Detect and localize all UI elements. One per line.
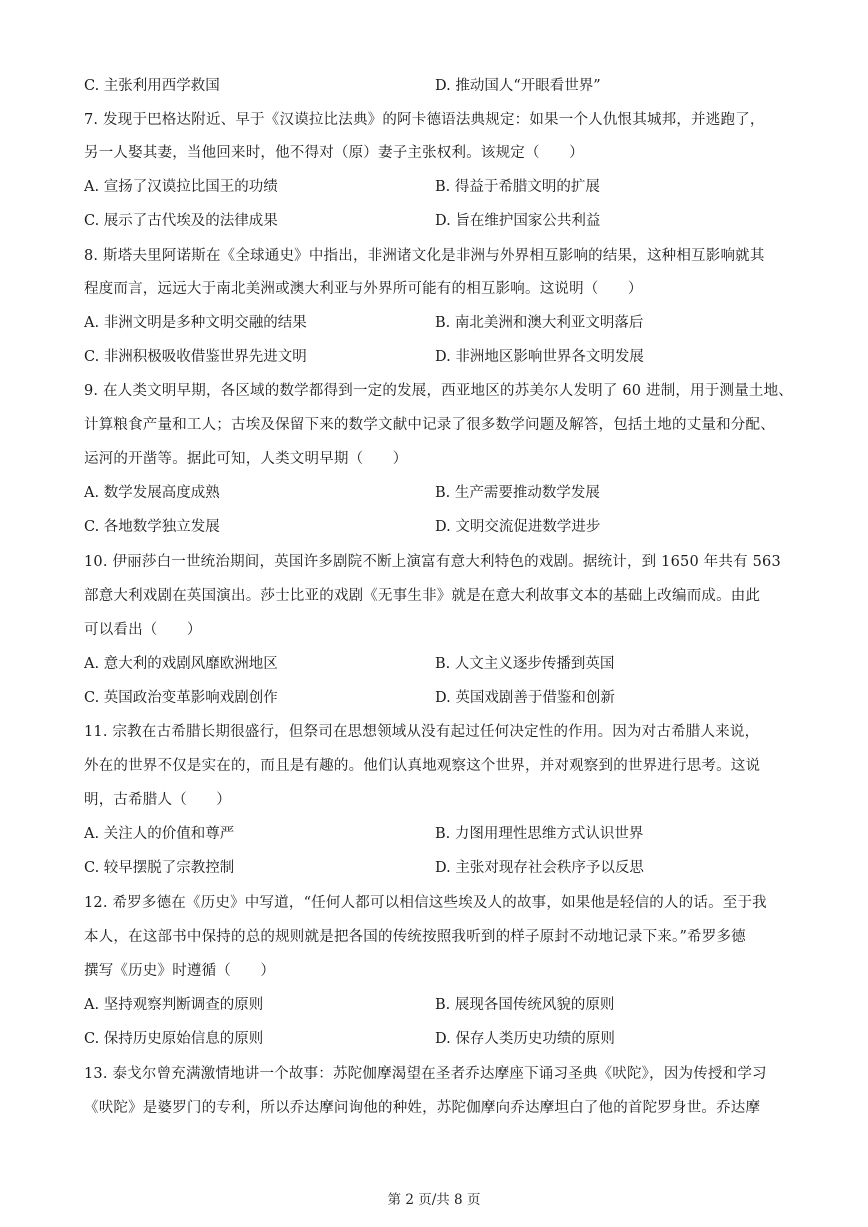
option-d: D. 非洲地区影响世界各文明发展: [435, 349, 644, 365]
question-text-line: 12. 希罗多德在《历史》中写道，“任何人都可以相信这些埃及人的故事，如果他是轻信的人的话。至于我: [84, 895, 767, 911]
question-text-line: 计算粮食产量和工人；古埃及保留下来的数学文献中记录了很多数学问题及解答，包括土地的丈量和分配、: [84, 417, 775, 433]
question-text-line: 撰写《历史》时遵循（ ）: [84, 963, 276, 979]
option-d: D. 推动国人“开眼看世界”: [435, 78, 601, 94]
option-d: D. 旨在维护国家公共利益: [435, 213, 601, 229]
option-c: C. 英国政治变革影响戏剧创作: [84, 690, 278, 706]
option-d: D. 保存人类历史功绩的原则: [435, 1031, 615, 1047]
question-text-line: 程度而言，远远大于南北美洲或澳大利亚与外界所可能有的相互影响。这说明（ ）: [84, 281, 643, 297]
option-d: D. 英国戏剧善于借鉴和创新: [435, 690, 615, 706]
question-text-line: 9. 在人类文明早期，各区域的数学都得到一定的发展，西亚地区的苏美尔人发明了 60 进制，用于测量土地、: [84, 383, 794, 399]
question-text-line: 8. 斯塔夫里阿诺斯在《全球通史》中指出，非洲诸文化是非洲与外界相互影响的结果，这种相互影响就其: [84, 248, 765, 264]
option-c: C. 各地数学独立发展: [84, 519, 220, 535]
question-text-line: 10. 伊丽莎白一世统治期间，英国许多剧院不断上演富有意大利特色的戏剧。据统计，到 1650 年共有 563: [84, 554, 781, 570]
question-text-line: 13. 泰戈尔曾充满激情地讲一个故事：苏陀伽摩渴望在圣者乔达摩座下诵习圣典《吠陀》，因为传授和学习: [84, 1066, 767, 1082]
option-c: C. 主张利用西学救国: [84, 78, 220, 94]
option-a: A. 意大利的戏剧风靡欧洲地区: [84, 656, 278, 672]
option-b: B. 力图用理性思维方式认识世界: [435, 826, 644, 842]
option-b: B. 得益于希腊文明的扩展: [435, 179, 600, 195]
question-text-line: 明，古希腊人（ ）: [84, 792, 231, 808]
option-b: B. 展现各国传统风貌的原则: [435, 997, 615, 1013]
question-text-line: 可以看出（ ）: [84, 622, 202, 638]
option-a: A. 关注人的价值和尊严: [84, 826, 235, 842]
option-c: C. 保持历史原始信息的原则: [84, 1031, 264, 1047]
question-text-line: 运河的开凿等。据此可知，人类文明早期（ ）: [84, 451, 408, 467]
question-text-line: 《吠陀》是婆罗门的专利，所以乔达摩问询他的种姓，苏陀伽摩向乔达摩坦白了他的首陀罗身世。乔达摩: [84, 1100, 761, 1116]
question-text-line: 外在的世界不仅是实在的，而且是有趣的。他们认真地观察这个世界，并对观察到的世界进行思考。这说: [84, 758, 761, 774]
question-text-line: 11. 宗教在古希腊长期很盛行，但祭司在思想领域从没有起过任何决定性的作用。因为对古希腊人来说，: [84, 724, 760, 740]
question-text-line: 7. 发现于巴格达附近、早于《汉谟拉比法典》的阿卡德语法典规定：如果一个人仇恨其城邦，并逃跑了，: [84, 112, 765, 128]
option-d: D. 文明交流促进数学进步: [435, 519, 601, 535]
option-a: A. 坚持观察判断调查的原则: [84, 997, 264, 1013]
option-b: B. 生产需要推动数学发展: [435, 485, 600, 501]
question-text-line: 本人，在这部书中保持的总的规则就是把各国的传统按照我听到的样子原封不动地记录下来。”希罗多德: [84, 929, 746, 945]
page-number: 第 2 页/共 8 页: [387, 1192, 481, 1208]
option-b: B. 人文主义逐步传播到英国: [435, 656, 615, 672]
option-c: C. 较早摆脱了宗教控制: [84, 860, 235, 876]
option-c: C. 展示了古代埃及的法律成果: [84, 213, 278, 229]
option-c: C. 非洲积极吸收借鉴世界先进文明: [84, 349, 307, 365]
option-a: A. 宣扬了汉谟拉比国王的功绩: [84, 179, 278, 195]
option-a: A. 非洲文明是多种文明交融的结果: [84, 315, 307, 331]
option-b: B. 南北美洲和澳大利亚文明落后: [435, 315, 644, 331]
question-text-line: 另一人娶其妻，当他回来时，他不得对（原）妻子主张权利。该规定（ ）: [84, 145, 584, 161]
question-text-line: 部意大利戏剧在英国演出。莎士比亚的戏剧《无事生非》就是在意大利故事文本的基础上改编而成。由此: [84, 588, 761, 604]
option-d: D. 主张对现存社会秩序予以反思: [435, 860, 644, 876]
option-a: A. 数学发展高度成熟: [84, 485, 220, 501]
